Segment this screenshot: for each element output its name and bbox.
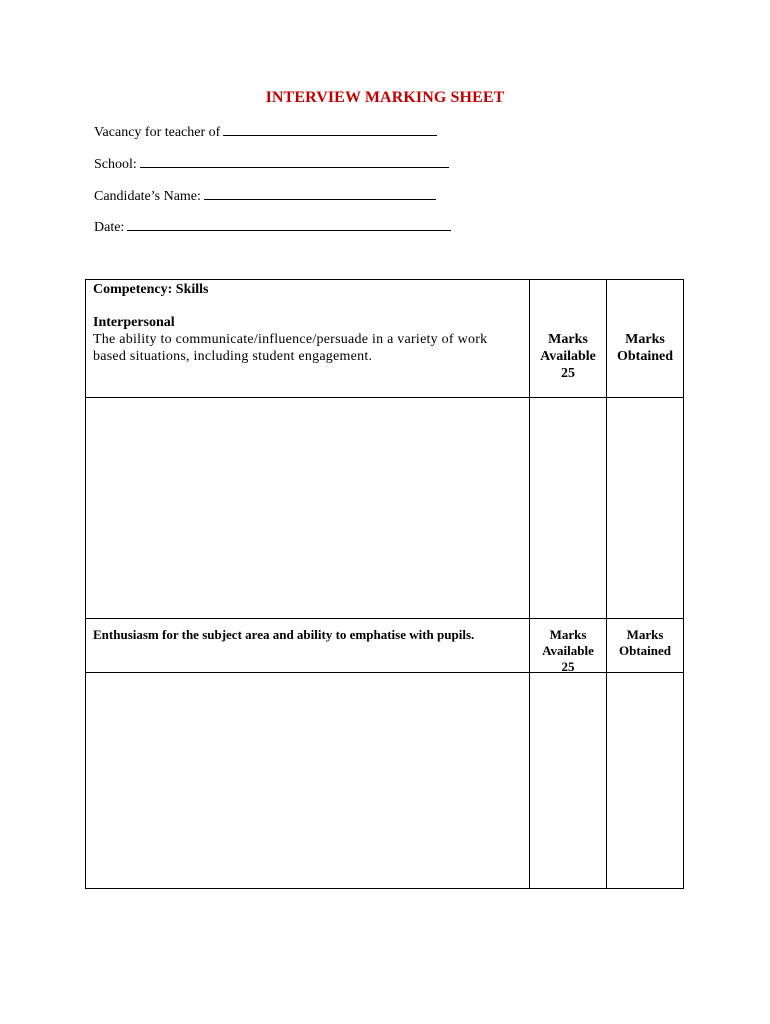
marks-obtained-header-2 (607, 627, 683, 659)
marks-obtained-line2: Obtained (616, 349, 673, 364)
candidate-name-blank-line[interactable] (204, 187, 436, 200)
page-title: INTERVIEW MARKING SHEET (265, 89, 505, 106)
table-border-bottom (85, 888, 684, 889)
marks-available-value: 25 (561, 659, 575, 674)
marks-available-value: 25 (561, 366, 575, 381)
interpersonal-marks-available-cell[interactable] (530, 398, 606, 618)
table-row-divider-2 (85, 618, 684, 619)
vacancy-blank-line[interactable] (223, 123, 437, 136)
school-blank-line[interactable] (140, 155, 449, 168)
candidate-name-field (94, 187, 436, 205)
interpersonal-notes-cell[interactable] (86, 398, 529, 618)
table-border-top (85, 279, 684, 280)
vacancy-label: Vacancy for teacher of (94, 125, 221, 140)
marks-available-line2: Available (540, 349, 596, 364)
school-label: School: (94, 157, 137, 172)
enthusiasm-heading: Enthusiasm for the subject area and ability to emphatise with pupils. (93, 627, 475, 642)
marks-available-header-2 (530, 627, 606, 675)
interpersonal-description-line1: The ability to communicate/influence/persuade in a variety of work (93, 332, 488, 347)
vacancy-field (94, 123, 437, 141)
marks-available-line1: Marks (549, 627, 587, 642)
interpersonal-description-line2: based situations, including student engagement. (93, 349, 373, 364)
date-field (94, 218, 451, 236)
date-blank-line[interactable] (127, 218, 451, 231)
interpersonal-subheading: Interpersonal (93, 315, 175, 330)
date-label: Date: (94, 220, 125, 235)
enthusiasm-marks-available-cell[interactable] (530, 673, 606, 888)
marks-available-line1: Marks (548, 332, 588, 347)
marking-table (85, 279, 684, 889)
marks-obtained-line1: Marks (625, 332, 665, 347)
marks-available-line2: Available (542, 643, 594, 658)
marks-available-header-1 (530, 331, 606, 382)
marks-obtained-line2: Obtained (618, 643, 671, 658)
competency-heading: Competency: Skills (93, 282, 209, 297)
interpersonal-marks-obtained-cell[interactable] (607, 398, 683, 618)
enthusiasm-marks-obtained-cell[interactable] (607, 673, 683, 888)
table-border-right (683, 279, 684, 889)
candidate-name-label: Candidate’s Name: (94, 189, 201, 204)
marks-obtained-line1: Marks (626, 627, 664, 642)
enthusiasm-notes-cell[interactable] (86, 673, 529, 888)
marks-obtained-header-1 (607, 331, 683, 365)
school-field (94, 155, 449, 173)
